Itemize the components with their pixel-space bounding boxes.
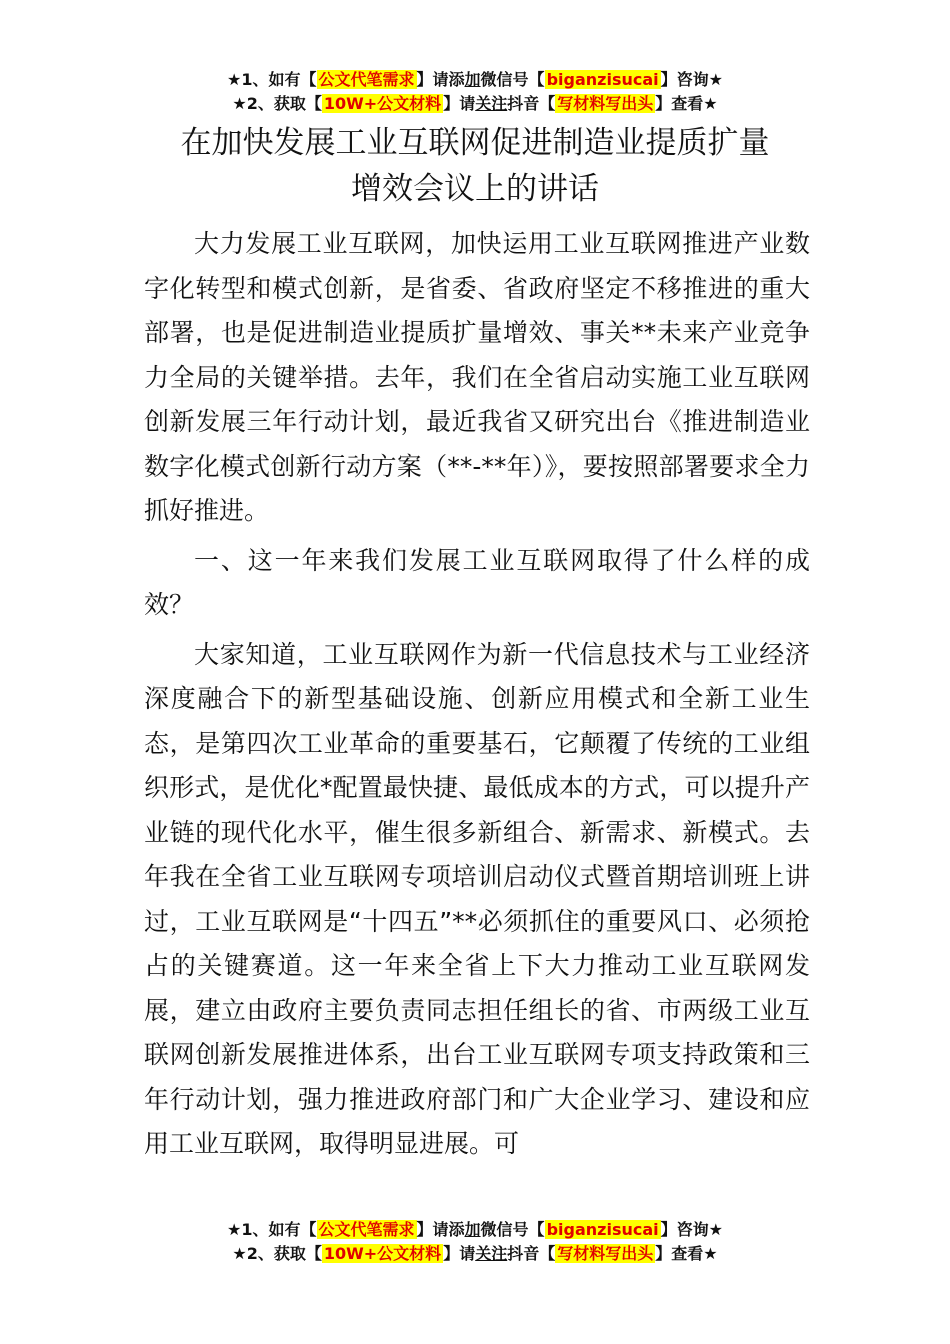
promo-highlight-wechat: biganzisucai (546, 70, 659, 89)
promo-text: 】咨询★ (660, 70, 723, 89)
promo-text-underlined: 关注 (475, 94, 508, 113)
promo-banner-top (0, 68, 950, 116)
document-title (0, 120, 950, 212)
promo-text: 】请 (443, 1244, 476, 1263)
document-body (144, 222, 810, 1172)
promo-text: 抖音【 (507, 1244, 556, 1263)
promo-text: 】请 (443, 94, 476, 113)
promo-text: 微信号【 (480, 1220, 545, 1239)
promo-text: ★2、获取【 (232, 94, 322, 113)
promo-line-2 (0, 92, 950, 116)
promo-highlight: 公文代笔需求 (318, 70, 415, 89)
promo-line-2 (0, 1242, 950, 1266)
promo-text: 】请添 (416, 70, 465, 89)
promo-line-1 (0, 1218, 950, 1242)
title-line-1: 在加快发展工业互联网促进制造业提质扩量 (180, 125, 770, 161)
promo-text: 】咨询★ (660, 1220, 723, 1239)
promo-highlight: 10W+公文材料 (323, 1244, 442, 1263)
paragraph-intro: 大力发展工业互联网，加快运用工业互联网推进产业数字化转型和模式创新，是省委、省政府坚定不移推进的重大部署，也是促进制造业提质扩量增效、事关**未来产业竞争力全局的关键举措。去年，我们在全省启动实施工业互联网创新发展三年行动计划，最近我省又研究出台《推进制造业数字化模式创新行动方案（**-**年）》，要按照部署要求全力抓好推进。 (144, 229, 810, 525)
promo-text: ★1、如有【 (227, 1220, 317, 1239)
promo-text: 】查看★ (655, 1244, 718, 1263)
promo-text: ★1、如有【 (227, 70, 317, 89)
promo-highlight: 10W+公文材料 (323, 94, 442, 113)
promo-text: ★2、获取【 (232, 1244, 322, 1263)
paragraph-body: 大家知道，工业互联网作为新一代信息技术与工业经济深度融合下的新型基础设施、创新应用模式和全新工业生态，是第四次工业革命的重要基石，它颠覆了传统的工业组织形式，是优化*配置最快捷、最低成本的方式，可以提升产业链的现代化水平，催生很多新组合、新需求、新模式。去年我在全省工业互联网专项培训启动仪式暨首期培训班上讲过，工业互联网是“十四五”**必须抓住的重要风口、必须抢占的关键赛道。这一年来全省上下大力推动工业互联网发展，建立由政府主要负责同志担任组长的省、市两级工业互联网创新发展推进体系，出台工业互联网专项支持政策和三年行动计划，强力推进政府部门和广大企业学习、建设和应用工业互联网，取得明显进展。可 (144, 639, 810, 1158)
promo-highlight-wechat: biganzisucai (546, 1220, 659, 1239)
promo-text-underlined: 加 (464, 70, 481, 89)
promo-line-1 (0, 68, 950, 92)
promo-highlight-douyin: 写材料写出头 (557, 1244, 654, 1263)
promo-text-underlined: 关注 (475, 1244, 508, 1263)
section-heading: 一、这一年来我们发展工业互联网取得了什么样的成效？ (144, 545, 810, 619)
promo-text: 】请添 (416, 1220, 465, 1239)
promo-banner-bottom (0, 1218, 950, 1266)
promo-text-underlined: 加 (464, 1220, 481, 1239)
promo-text: 微信号【 (480, 70, 545, 89)
promo-highlight: 公文代笔需求 (318, 1220, 415, 1239)
title-line-2: 增效会议上的讲话 (351, 171, 599, 207)
promo-highlight-douyin: 写材料写出头 (557, 94, 654, 113)
promo-text: 抖音【 (507, 94, 556, 113)
promo-text: 】查看★ (655, 94, 718, 113)
